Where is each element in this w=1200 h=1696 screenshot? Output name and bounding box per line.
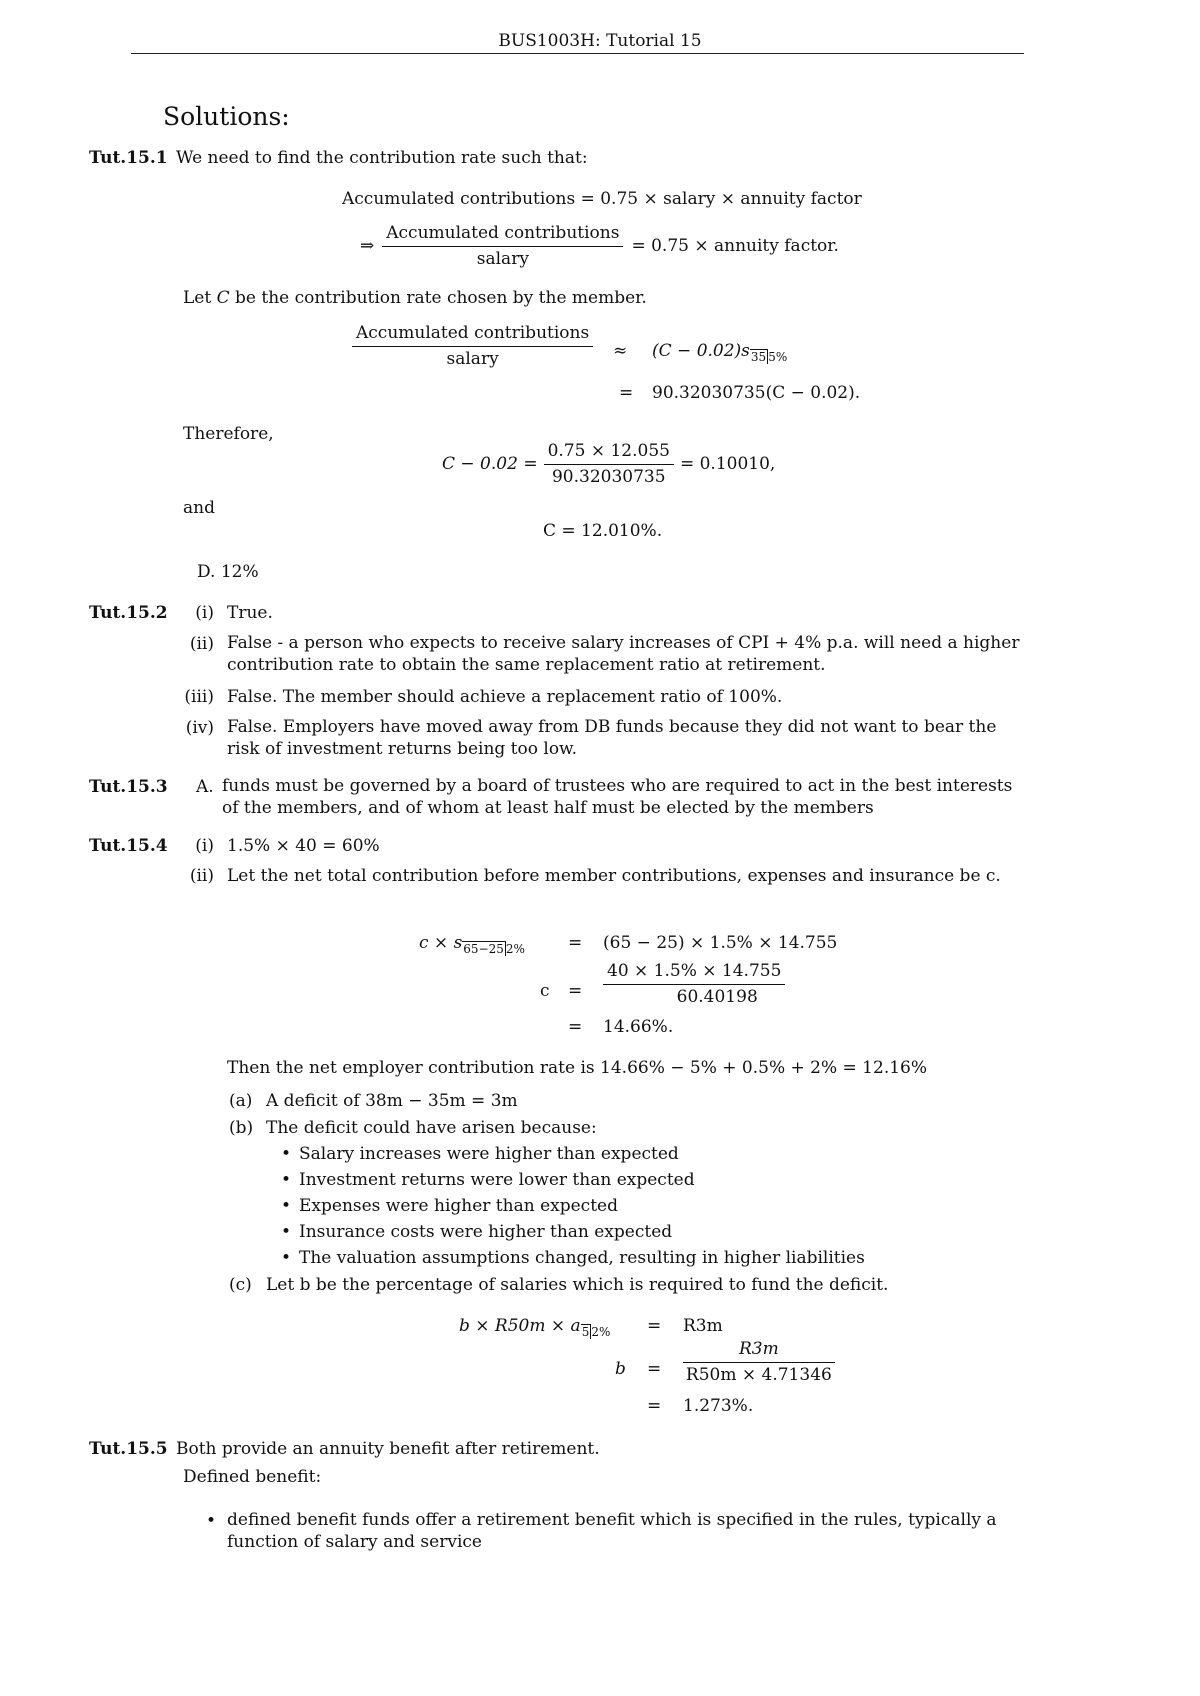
q2-item-num: (iv)	[185, 718, 214, 738]
header-rule	[131, 53, 1024, 54]
q2-label: Tut.15.2	[89, 603, 168, 623]
approx-rhs: (C − 0.02)s	[652, 341, 750, 361]
q5-intro: Both provide an annuity benefit after retirement.	[176, 1439, 600, 1459]
q4-i-num: (i)	[195, 836, 214, 856]
equals-symbol: =	[647, 1316, 662, 1336]
angle-term: 65−25	[463, 942, 504, 956]
q1-eq3-line2: 90.32030735(C − 0.02).	[652, 383, 861, 403]
q5-label: Tut.15.5	[89, 1439, 168, 1459]
q4-eqb-fraction	[603, 963, 785, 1006]
equals-symbol: =	[619, 383, 634, 403]
q4-c-num: (c)	[229, 1275, 252, 1295]
q4-ii-num: (ii)	[189, 866, 214, 886]
equals-symbol: =	[647, 1359, 662, 1379]
rate-term: 2%	[505, 942, 525, 956]
c-final: C = 12.010%.	[543, 521, 663, 541]
q1-eq2-fraction	[382, 225, 623, 268]
let-post: be the contribution rate chosen by the member.	[229, 288, 647, 308]
bullet-icon: •	[206, 1511, 217, 1531]
q4-eqd-rhs: R3m	[683, 1316, 723, 1336]
q4-b-num: (b)	[229, 1118, 254, 1138]
let-pre: Let	[183, 288, 217, 308]
reason-item: The valuation assumptions changed, resulting in higher liabilities	[299, 1248, 865, 1268]
q4-i-text: 1.5% × 40 = 60%	[227, 836, 380, 856]
q4-eqf-rhs: 1.273%.	[683, 1396, 754, 1416]
equals-symbol: =	[568, 933, 583, 953]
q2-item-text: True.	[227, 603, 273, 623]
reason-item: Investment returns were lower than expected	[299, 1170, 695, 1190]
q4-then-line: Then the net employer contribution rate is 14.66% − 5% + 0.5% + 2% = 12.16%	[227, 1058, 928, 1078]
c-lhs: C − 0.02 =	[442, 454, 538, 474]
frac-numerator: Accumulated contributions	[352, 325, 593, 347]
angle-term: 5	[581, 1325, 590, 1339]
q2-item-num: (i)	[195, 603, 214, 623]
eqd-lhs-text: b × R50m × a	[459, 1316, 581, 1336]
q2-item-num: (ii)	[189, 634, 214, 654]
implies-symbol: ⇒	[360, 236, 375, 256]
eqb-numerator: 40 × 1.5% × 14.755	[603, 963, 785, 985]
q4-ii-text: Let the net total contribution before member contributions, expenses and insurance be c.	[227, 866, 1001, 886]
angle-term: 35	[750, 350, 767, 364]
q5-db-item: defined benefit funds offer a retirement benefit which is specified in the rules, typically a function of salary and service	[227, 1510, 997, 1552]
q1-c-equation	[442, 443, 775, 486]
let-var: C	[216, 288, 230, 308]
q4-eqc-rhs: 14.66%.	[603, 1017, 674, 1037]
q2-item-text: False - a person who expects to receive salary increases of CPI + 4% p.a. will need a higher contribution rate to obtain the same replacement ratio at retirement.	[227, 633, 1020, 675]
eqe-denominator: R50m × 4.71346	[685, 1365, 832, 1385]
q1-intro: We need to find the contribution rate such that:	[176, 148, 588, 168]
equals-symbol: =	[568, 1017, 583, 1037]
eqb-denominator: 60.40198	[676, 987, 758, 1007]
reason-item: Salary increases were higher than expected	[299, 1144, 679, 1164]
q2-item-text: False. Employers have moved away from DB funds because they did not want to bear the risk of investment returns being too low.	[227, 717, 997, 759]
equals-symbol: =	[647, 1396, 662, 1416]
q4-b-text: The deficit could have arisen because:	[266, 1118, 597, 1138]
eqe-numerator: R3m	[683, 1341, 835, 1363]
frac-numerator: Accumulated contributions	[382, 225, 623, 247]
q4-c-text: Let b be the percentage of salaries which is required to fund the deficit.	[266, 1275, 889, 1295]
eqa-lhs-text: c × s	[419, 933, 463, 953]
c-fraction	[544, 443, 674, 486]
q3-text: funds must be governed by a board of trustees who are required to act in the best interests of the members, and of whom at least half must be elected by the members	[222, 776, 1013, 818]
q1-eq2	[360, 225, 839, 268]
q1-eq2-rhs: = 0.75 × annuity factor.	[631, 236, 839, 256]
therefore-label: Therefore,	[183, 424, 274, 444]
q1-eq3-rhs	[652, 341, 788, 364]
rate-term: 2%	[591, 1325, 611, 1339]
bullet-icon: •	[281, 1222, 292, 1242]
bullet-icon: •	[281, 1144, 292, 1164]
q1-eq3-fraction	[352, 325, 593, 368]
q4-eqb-fraction-wrap	[603, 963, 785, 1006]
q4-label: Tut.15.4	[89, 836, 168, 856]
annuity-subscript	[750, 350, 787, 364]
annuity-subscript	[462, 942, 525, 956]
q1-eq3-fraction-wrap	[352, 325, 593, 368]
reason-item: Expenses were higher than expected	[299, 1196, 618, 1216]
q4-eqb-lhs: c	[540, 981, 550, 1001]
q4-eqe-lhs: b	[615, 1359, 626, 1379]
q2-item-num: (iii)	[184, 687, 214, 707]
equals-symbol: =	[568, 981, 583, 1001]
frac-denominator: salary	[446, 349, 499, 369]
q4-eqe-fraction	[683, 1341, 835, 1384]
page-header: BUS1003H: Tutorial 15	[498, 31, 702, 51]
c-numerator: 0.75 × 12.055	[544, 443, 674, 465]
c-denominator: 90.32030735	[551, 467, 666, 487]
q4-eqa-lhs	[419, 933, 525, 956]
bullet-icon: •	[281, 1170, 292, 1190]
q2-item-text: False. The member should achieve a replacement ratio of 100%.	[227, 687, 783, 707]
q1-answer: D. 12%	[197, 562, 259, 582]
approx-symbol: ≈	[613, 341, 628, 361]
q1-eq1: Accumulated contributions = 0.75 × salary × annuity factor	[342, 189, 862, 209]
q4-a-num: (a)	[229, 1091, 253, 1111]
bullet-icon: •	[281, 1248, 292, 1268]
bullet-icon: •	[281, 1196, 292, 1216]
q1-let-line	[183, 290, 647, 307]
c-rhs: = 0.10010,	[679, 454, 776, 474]
q4-a-text: A deficit of 38m − 35m = 3m	[266, 1091, 518, 1111]
and-label: and	[183, 498, 215, 518]
frac-denominator: salary	[476, 249, 529, 269]
q1-label: Tut.15.1	[89, 148, 168, 168]
reason-item: Insurance costs were higher than expected	[299, 1222, 673, 1242]
annuity-subscript	[581, 1325, 611, 1339]
solutions-title: Solutions:	[163, 102, 290, 131]
q3-num: A.	[196, 777, 214, 797]
q4-eqa-rhs: (65 − 25) × 1.5% × 14.755	[603, 933, 838, 953]
q5-db-heading: Defined benefit:	[183, 1467, 322, 1487]
q4-eqe-fraction-wrap	[683, 1341, 835, 1384]
q3-label: Tut.15.3	[89, 777, 168, 797]
q4-eqd-lhs	[459, 1316, 611, 1339]
rate-term: 5%	[768, 350, 788, 364]
